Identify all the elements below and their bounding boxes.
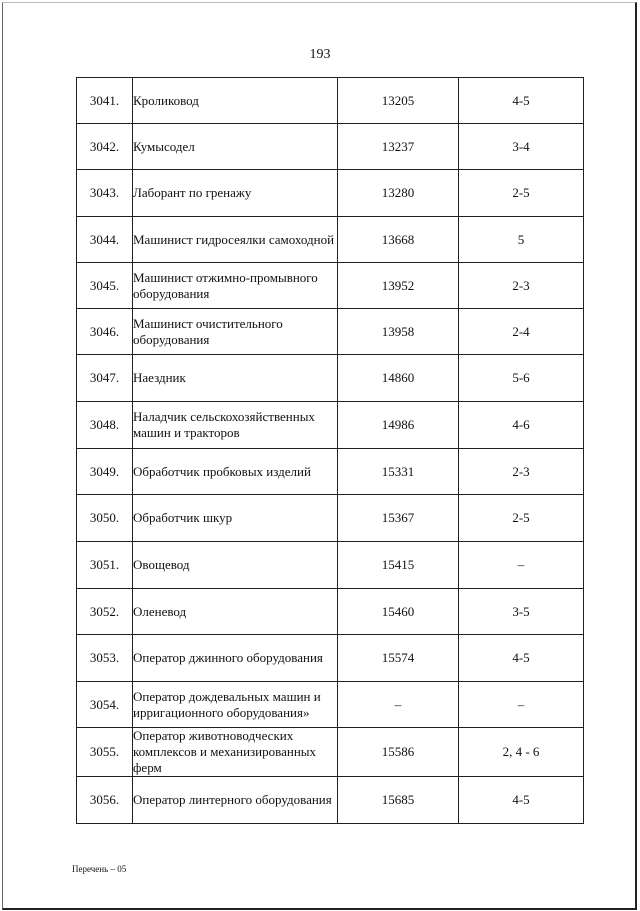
row-number: 3047. (77, 355, 133, 402)
profession-name: Машинист очистительного оборудования (133, 309, 338, 355)
row-number: 3042. (77, 124, 133, 170)
table-row (77, 309, 584, 355)
grade-range: 2-5 (459, 495, 584, 542)
profession-name: Наладчик сельскохозяйственных машин и тракторов (133, 402, 338, 449)
table-row (77, 355, 584, 402)
row-number: 3055. (77, 728, 133, 777)
profession-code: 13205 (338, 78, 459, 124)
profession-code: 15331 (338, 449, 459, 495)
row-number: 3050. (77, 495, 133, 542)
table-row (77, 124, 584, 170)
table-row (77, 728, 584, 777)
table-row (77, 449, 584, 495)
grade-range: 2-4 (459, 309, 584, 355)
profession-code: 13958 (338, 309, 459, 355)
table-row (77, 777, 584, 824)
grade-range: 5-6 (459, 355, 584, 402)
grade-range: 4-5 (459, 777, 584, 824)
profession-code: 15460 (338, 589, 459, 635)
profession-code: 15415 (338, 542, 459, 589)
professions-table (76, 77, 584, 824)
row-number: 3045. (77, 263, 133, 309)
profession-code: – (338, 682, 459, 728)
profession-code: 15685 (338, 777, 459, 824)
grade-range: 2, 4 - 6 (459, 728, 584, 777)
profession-code: 13952 (338, 263, 459, 309)
profession-name: Оператор животноводческих комплексов и механизированных ферм (133, 728, 338, 777)
grade-range: 2-3 (459, 263, 584, 309)
row-number: 3054. (77, 682, 133, 728)
profession-code: 14860 (338, 355, 459, 402)
row-number: 3046. (77, 309, 133, 355)
table-row (77, 589, 584, 635)
grade-range: 4-6 (459, 402, 584, 449)
profession-code: 13280 (338, 170, 459, 217)
profession-name: Наездник (133, 355, 338, 402)
profession-code: 15367 (338, 495, 459, 542)
profession-name: Обработчик шкур (133, 495, 338, 542)
grade-range: 5 (459, 217, 584, 263)
row-number: 3051. (77, 542, 133, 589)
grade-range: 4-5 (459, 635, 584, 682)
table-row (77, 402, 584, 449)
grade-range: 3-5 (459, 589, 584, 635)
table-row (77, 682, 584, 728)
profession-name: Кумысодел (133, 124, 338, 170)
profession-name: Оператор дождевальных машин и ирригационного оборудования» (133, 682, 338, 728)
page-number: 193 (309, 47, 331, 62)
profession-name: Лаборант по гренажу (133, 170, 338, 217)
profession-name: Оператор джинного оборудования (133, 635, 338, 682)
row-number: 3048. (77, 402, 133, 449)
table-row (77, 635, 584, 682)
table-row (77, 78, 584, 124)
profession-name: Машинист гидросеялки самоходной (133, 217, 338, 263)
table-row (77, 217, 584, 263)
profession-code: 15586 (338, 728, 459, 777)
row-number: 3041. (77, 78, 133, 124)
profession-code: 13237 (338, 124, 459, 170)
grade-range: – (459, 542, 584, 589)
table-row (77, 263, 584, 309)
profession-code: 13668 (338, 217, 459, 263)
profession-code: 14986 (338, 402, 459, 449)
grade-range: – (459, 682, 584, 728)
page-footer: Перечень – 05 (72, 864, 127, 874)
grade-range: 2-3 (459, 449, 584, 495)
grade-range: 4-5 (459, 78, 584, 124)
profession-name: Машинист отжимно-промывного оборудования (133, 263, 338, 309)
row-number: 3044. (77, 217, 133, 263)
row-number: 3053. (77, 635, 133, 682)
grade-range: 3-4 (459, 124, 584, 170)
profession-name: Кроликовод (133, 78, 338, 124)
profession-name: Оленевод (133, 589, 338, 635)
table-row (77, 542, 584, 589)
row-number: 3052. (77, 589, 133, 635)
profession-name: Овощевод (133, 542, 338, 589)
grade-range: 2-5 (459, 170, 584, 217)
profession-name: Оператор линтерного оборудования (133, 777, 338, 824)
row-number: 3043. (77, 170, 133, 217)
profession-name: Обработчик пробковых изделий (133, 449, 338, 495)
table-body (77, 78, 584, 824)
row-number: 3049. (77, 449, 133, 495)
table-row (77, 495, 584, 542)
profession-code: 15574 (338, 635, 459, 682)
table-row (77, 170, 584, 217)
row-number: 3056. (77, 777, 133, 824)
